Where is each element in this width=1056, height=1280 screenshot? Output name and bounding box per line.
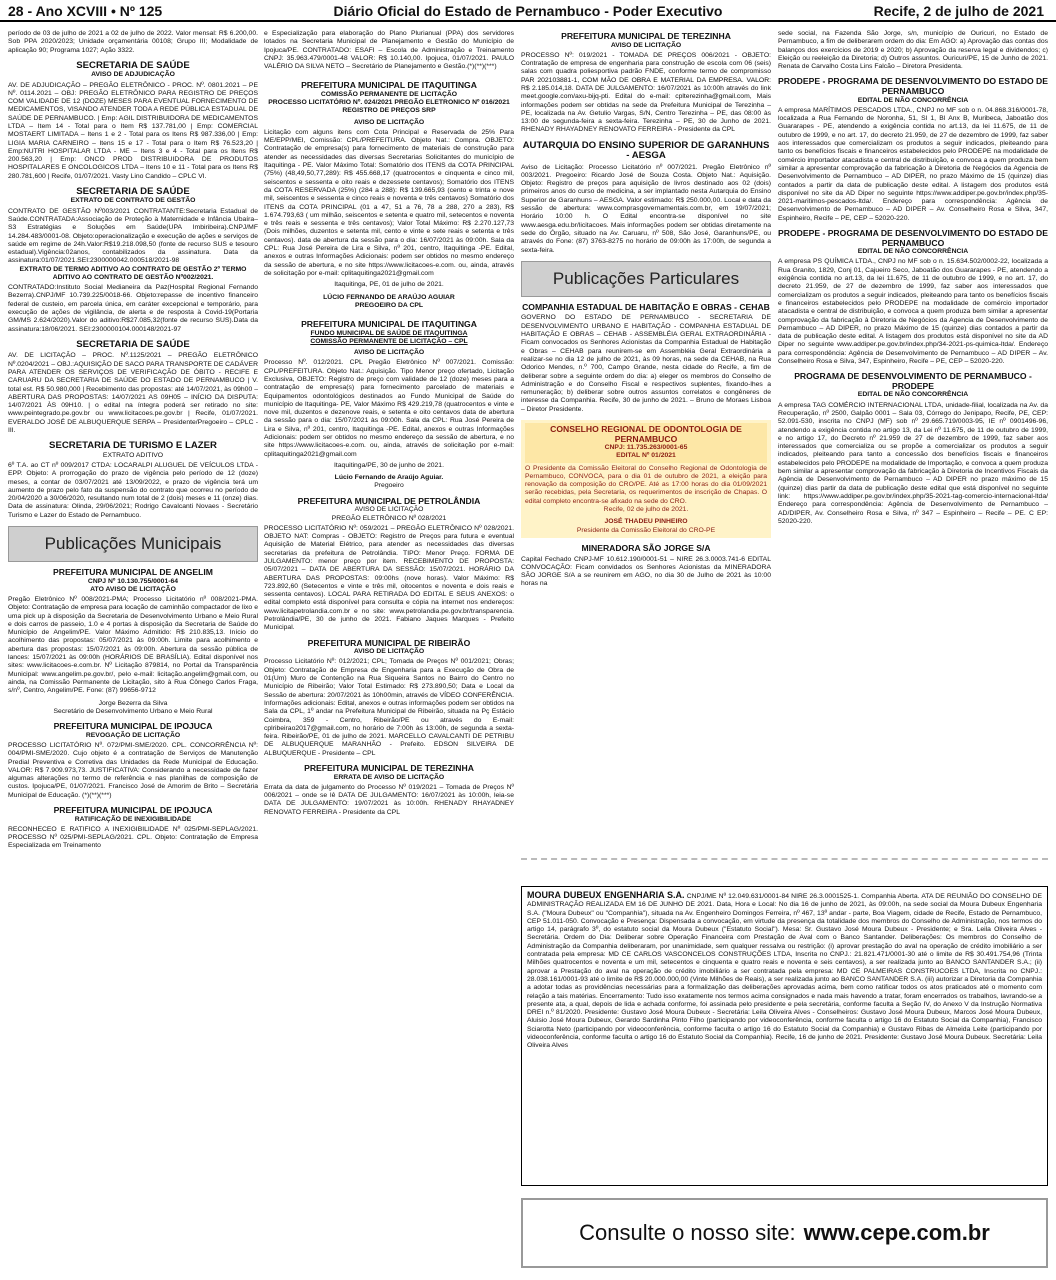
article-petrolandia: PREFEITURA MUNICIPAL DE PETROLÂNDIA AVISO DE LICITAÇÃO PREGÃO ELETRÔNICO Nº 028/2021 PROCESSO LICITATÓRIO Nº: 059/2021 – PREGÃO ELETRÔNICO Nº 028/2021. OBJETO NAT: Compras - OBJETO: Registro de Preços para futura e eventual Aquisição de Material Elétrico, para atender as necessidades das diversas secretarias da prefeitura de Petrolândia. TIPO: Menor Preço. FORMA DE JULGAMENTO: menor preço por item. RECEBIMENTO DE PROPOSTA: 05/07/2021 – DATA DE ABERTURA DA SESSÃO: 15/07/2021. HORÁRIO DA ABERTURA DAS PROPOSTAS: 09:00hs (nove horas). Valor Máximo: R$ 723.892,60 (Setecentos e vinte e três mil, oitocentos e noventa e dois reais e sessenta centavos). LOCAL PARA RETIRADA DO EDITAL E SEUS ANEXOS: o edital completo está disponível para consulta e cópia na internet nos endereços: www.licitapetrolandia.com.br e no site: www.petrolandia.pe.gov.br/transparencia. Petrolândia/PE, 30 de junho de 2021. Fabiano Jaques Marques - Prefeito Municipal. xyxy=(264,495,514,632)
signature: JOSÉ THADEU PINHEIRO Presidente da Comissão Eleitoral do CRO-PE xyxy=(576,518,716,534)
signature: Jorge Bezerra da Silva Secretário de Desenvolvimento Urbano e Meio Rural xyxy=(53,699,213,715)
section-band-municipais: Publicações Municipais xyxy=(8,526,258,562)
article-ipojuca-ratificacao: PREFEITURA MUNICIPAL DE IPOJUCA RATIFICAÇÃO DE INEXIGIBILIDADE RECONHECEO E RATIFICO A INEXIGIBILIDADE Nº 025/PMI-SEPLAG/2021. PROCESSO Nº 025/PMI-SEPLAG/2021. CPL. Objeto: Contratação de Empresa Especializada em Treinamento xyxy=(8,805,258,850)
publication-date: Recife, 2 de julho de 2021 xyxy=(873,3,1044,19)
article-itaquitinga-2: PREFEITURA MUNICIPAL DE ITAQUITINGA FUNDO MUNICIPAL DE SAÚDE DE ITAQUITINGA COMISSÃO PERMANENTE DE LICITAÇÃO – CPL AVISO DE LICITAÇÃO Processo Nº. 012/2021. CPL Pregão Eletrônico Nº 007/2021. Comissão: CPL/PREFEITURA. Objeto Nat.: Aquisição. Tipo Menor preço ofertado, Licitação Exclusiva, OBJETO: Registro de preço com validade de 12 (doze) meses para a contratação de empresa(s) para fornecimento parcelado de materiais e Equipamentos odontológicos destinados ao Fundo Municipal de Saúde do município de Itaquitinga- PE, Valor Máximo R$ 429.219,78 (quatrocentos e vinte e nove mil, duzentos e dezenove reais, e setenta e oito centavos data de abertura da sessão para o dia: 15/07/2021 às 09:00h. Sala da CPL: Rua José Pereira de Lira e Silva, nº 201, centro, Itaquitinga -PE. Edital, anexos e outras Informações Adicionais: podem ser obtidos no mesmo endereço da sessão de abertura, e no site https://www.licitacoes-e.com. ou, ainda, através de solicitação por e-mail: cplitaquitinga2021@gmail.com Itaquitinga/PE, 30 de junho de 2021. Lúcio Fernando de Araújo Aguiar. Pregoeiro xyxy=(264,319,514,490)
article-terezinha-errata: PREFEITURA MUNICIPAL DE TEREZINHA ERRATA DE AVISO DE LICITAÇÃO Errata da data de julgamento do Processo Nº 019/2021 – Tomada de Preços Nº 006/2021 – onde se lê DATA DE JULGAMENTO: 16/07/2021 às 10:00h, leia-se DATA DE JULGAMENTO: 19/07/2021 às 10:00h. RHENADY RHAYADNEY RENOVATO FERREIRA - Presidente da CPL xyxy=(264,763,514,816)
column-1 xyxy=(8,28,258,1276)
article-aesga: AUTARQUIA DO ENSINO SUPERIOR DE GARANHUNS - AESGA Aviso de Licitação: Processo Licitatório nº 007/2021. Pregão Eletrônico nº 003/2021. Pregoeiro: Ricardo José de Souza Costa. Objeto Nat.: Aquisição. Objeto: Registro de preços para aquisição de livros destinado aos 02 (dois) primeiros anos do curso de medicina, a ser implantado nesta Autarquia do Ensino Superior de Garanhuns – AESGA. Valor estimado: R$ 250.000,00. Local e data da sessão de abertura: www.comprasgovernamentais.com.br, em 19/07/2021; Horário 10:00 h. O Edital encontra-se disponível no site www.aesga.edu.br/licitacoes. Mais informações podem ser obtidas diretamente na sede do Órgão, situado na Av. Caruaru, nº 508, São José, Garanhuns/PE, ou através do Fone: (87) 3763-8275 no horário de 09:00h às 17:00h, de segunda a sexta-feira. xyxy=(521,139,771,254)
article-saude-contrato: SECRETARIA DE SAÚDE EXTRATO DE CONTRATO DE GESTÃO CONTRATO DE GESTÃO Nº003/2021 CONTRATANTE:Secretaria Estadual de Saúde.CONTRATADA:Associação de Proteção à Maternidade e Infância Ubaíra–S3 Estratégias e Soluções em Saúde(UPA Imbiribeira).CNPJ/MF 14.284.483/0001-08. Objeto:operacionalização e execução de ações e serviços de saúde em regime de 24h.Valor:R$19.218.098,50 (fonte de recurso SUS e tesouro estadual).Vigência:02anos, contabilizados da assinatura. Data da assinatura:01/07/2021.SEI:2300000042.000518/2021-98 EXTRATO DE TERMO ADITIVO AO CONTRATO DE GESTÃO 2º TERMO ADITIVO AO CONTRATO DE GESTÃO Nº002/2021. CONTRATADO:Instituto Social Medianeira da Paz(Hospital Regional Fernando Bezerra).CNPJ/MF 10.739.225/0018-66. Objeto:repasse de incentivo financeiro federal de custeio, em parcela única, em caráter excepcional e temporário, para execução de ações de vigilância, de alerta e de resposta à Covid-19(Portaria GM/MS 2.624/2020).Valor do aditivo:R$27.085,32(fonte de recurso SUS).Data da assinatura:18/06/2021. SEI:2300000104.000148/2021-97 xyxy=(8,186,258,333)
article-continuation: período de 03 de julho de 2021 a 02 de julho de 2022. Valor mensal: R$ 6.200,00. Sob PPA 2020/2023; Unidade orçamentária 00108; Grupo III; Modalidade de aplicação 90; Programa 1027; Ação 3322. xyxy=(8,30,258,54)
article-cro-pe: CONSELHO REGIONAL DE ODONTOLOGIA DE PERNAMBUCO CNPJ: 11.735.263/0001-65 EDITAL Nº 01/2021 O Presidente da Comissão Eleitoral do Conselho Regional de Odontologia de Pernambuco, CONVOCA, para o dia 01 de outubro de 2021, a eleição para renovação da composição do CRO/PE. Até as 17:00 horas do dia 01/09/2021 serão recebidas, pela Secretaria, os requerimentos de inscrição de Chapas. O edital completo encontra-se afixado na sede do CRO. Recife, 02 de julho de 2021. JOSÉ THADEU PINHEIRO Presidente da Comissão Eleitoral do CRO-PE xyxy=(521,420,771,538)
dashed-divider xyxy=(521,858,1048,860)
article-continuation: sede social, na Fazenda São Jorge, s/n, município de Ouricuri, no Estado de Pernambuco, a fim de deliberarem ordem do dia: Em AGO: a) Aprovação das contas dos balanços dos exercícios de 2019 e 2020; b) Aprovação da reserva legal e dividendos; c) Eleição ou reeleição da Diretoria; d) Outros assuntos. Ouricuri/PE, 15 de Junho de 2021. Renata de Carvalho Costa Lins Falcão – Diretora Presidenta. xyxy=(778,30,1048,71)
article-prodepe-1: PRODEPE - PROGRAMA DE DESENVOLVIMENTO DO ESTADO DE PERNAMBUCO EDITAL DE NÃO CONCORRÊNCIA A empresa MARÍTIMOS PESCADOS LTDA., CNPJ no MF sob o n. 04.868.316/0001-78, localizada a Rua Fernando de Noronha, 51, Sl 1, Bl Anx B, Muribeca, Jaboatão dos Guararapes - PE, atendendo a exigência contida no art.13, da lei 11.675, de 11 de outubro de 1999, e no art. 17, do decreto 21.959, de 27 de dezembro de 1999, faz saber aos interessados que comercializam os produtos a seguir indicados, pleiteando para tanto os benefícios fiscais e financeiros estabelecidos pelo PRODEPE na modalidade de comércio importador atacadista e central de distribuição, e convoca a quem produza bem similar a apresentar comprovação da fabricação à Diretoria de Negócios da Agencia de Desenvolvimento de Pernambuco – AD DIPER, no prazo Máximo de 15 (quinze) dias contados a partir da data de publicação deste edital. A listagem dos produtos está disponível no site da AD Diper no seguinte https://www.addiper.pe.gov.br/index.php/35-2021-maritimos-pescados-ltda/. Endereço para correspondência: Agência de Desenvolvimento de Pernambuco – AD DIPER – Av. Conselheiro Rosa e Silva, 347, Espinheiro, Recife – PE, CEP – 52020-220. xyxy=(778,76,1048,222)
article-turismo-lazer: SECRETARIA DE TURISMO E LAZER EXTRATO ADITIVO 6º T.A. ao CT nº 009/2017 CTDA: LOCARALPI ALUGUEL DE VEÍCULOS LTDA - EPP. Objeto: A prorrogação do prazo de vigência pelo período de 12 (doze) meses, a contar de 03/07/2021 até 13/09/2022, e prazo de vigência terá um aumento de prazo pelo fato da suspensão do contrato que ocorreu no período de 20/04/2020 a 30/06/2020, resultando num total de 2 (dois) meses e 11 (onze) dias. Data de assinatura: Olinda, 29/06/2021; Rodrigo Cavalcanti Novaes - Secretário Turismo e Lazer do Estado de Pernambuco. xyxy=(8,440,258,519)
article-terezinha: PREFEITURA MUNICIPAL DE TEREZINHA AVISO DE LICITAÇÃO PROCESSO Nº: 019/2021 - TOMADA DE PREÇOS 006/2021 - OBJETO: Contratação de empresa de engenharia para construção de escola com 06 (seis) salas com quadra poliesportiva padrão FNDE, conforme termo de compromisso PAR 202103881-1, COM MÃO DE OBRA E MATERIAL DA EMPRESA. VALOR: R$ 2.185.014,18. DATA DE JULGAMENTO: 16/07/2021 às 10:00h através do link meet.google.com/axu-bijq-pti. Edital do e-mail: cplterezinha@gmail.com, Mais informações podem ser obtidas na sede da Prefeitura Municipal de Terezinha – PE, localizada na Av. Getulio Vargas, S/N, Centro Terezinha – PE, das 08:00 às 13:00 de segunda-feira a sexta-feira. Terezinha – PE, 30 de Junho de 2021. RHENADY RHAYADNEY RENOVATO FERREIRA - Presidente da CPL xyxy=(521,31,771,134)
publication-title: Diário Oficial do Estado de Pernambuco - Poder Executivo xyxy=(333,3,723,19)
signature: LÚCIO FERNANDO DE ARAÚJO AGUIAR PREGOEIRO DA CPL xyxy=(323,293,455,309)
section-band-particulares: Publicações Particulares xyxy=(521,261,771,297)
article-moura-dubeux: MOURA DUBEUX ENGENHARIA S.A. CNPJ/ME Nº 12.049.631/0001-84 NIRE 26.3.0001525-1. Companhia Aberta. ATA DE REUNIÃO DO CONSELHO DE ADMINISTRAÇÃO REALIZADA EM 16 DE JUNHO DE 2021. Data, Hora e Local: No dia 16 de junho de 2021, às 09:00h, na sede social da Moura Dubeux Engenharia S.A. ("Moura Dubeux" ou "Companhia"), situada na Av. Engenheiro Domingos Ferreira, nº 467, 13º andar - parte, Boa Viagem, cidade de Recife, Estado de Pernambuco, CEP 51.011-050. Convocação e Presença: Dispensada a convocação, em virtude da presença da totalidade dos membros do Conselho de Administração, nos termos do artigo 14, parágrafo 3º, do estatuto social da Moura Dubeux ("Estatuto Social"). Mesa: Sr. Gustavo José Moura Dubeux - Presidente; e Sra. Leila Oliveira Alves - Secretária. Ordem do Dia: Deliberar sobre Operação Financeira com Prestação de Aval com o Banco Santander. Deliberações: Os membros do Conselho de Administração da Companhia deliberaram, por unanimidade, sem qualquer ressalva ou restrição: (i) aprovar prestação do aval na operação de crédito imobiliário a ser contratada pela empresa: MD CE CARLOS VASCONCELOS CONSTRUÇÕES LTDA, Inscrita no CNPJ.: 21.821.471/0001-30 até o limite de R$ 30.491.754,96 (Trinta Milhões quatrocentos e noventa e um mil, setecentos e cinquenta e quatro reais e noventa e seis centavos), a ser realizada junto ao BANCO SANTANDER S.A.; (ii) aprovar a Prestação do aval na operação de crédito imobiliário a ser contratada pela empresa: MD CE PALMEIRAS CONSTRUCOES LTDA, Inscrita no CNPJ.: 28.038.161/0001-93 até o limite de R$ 20.000.000,00 (Vinte Milhões de Reais), a ser realizada junto ao BANCO SANTANDER S.A. (iii) autorizar a Diretoria da Companhia a adotar todas as providências necessárias para a formalização das deliberações aprovadas acima, bem como ratificar todos os atos praticados até o momento com relação a tais matérias. Encerramento: Tudo isso exatamente nos termos acima consignados e nada mais havendo a tratar, foram encerrados os trabalhos, lavrando-se a presente ata, a qual, depois de lida e achada conforme, foi assinada pelo presidente e pela secretária, conforme faculta a Seção IV, do Anexo V da Instrução Normativa DREI n.º 81/2020. Presidente: Gustavo José Moura Dubeux - Secretária: Leila Oliveira Alves - Conselheiros: Gustavo José Moura Dubeux, Marcos José Moura Dubeux, Aluisio José Moura Dubeux, Gerardo Sardinha Pinto Filho (participando por videoconferência, conforme faculta o artigo 16 do Estatuto Social da Companhia), Francisco Sciarotta Neto (participando por videoconferência, conforme faculta o artigo 16 do Estatuto Social da Companhia) e Gustavo Ribas de Almeida Leite (participando por videoconferência, conforme faculta o artigo 16 do Estatuto Social da Companhia). Recife, 16 de junho de 2021. Presidente: Gustavo José Moura Dubeux. Secretária: Leila Oliveira Alves xyxy=(521,886,1048,1186)
column-2 xyxy=(264,28,514,1276)
column-4 xyxy=(778,28,1048,848)
article-prodepe-2: PRODEPE - PROGRAMA DE DESENVOLVIMENTO DO ESTADO DE PERNAMBUCO EDITAL DE NÃO CONCORRÊNCIA A empresa PS QUÍMICA LTDA., CNPJ no MF sob o n. 15.634.502/0002-22, localizada a Rua Granito, 1829, Conj 01, Cajueiro Seco, Jaboatão dos Guararapes - PE, atendendo a exigência contida no art.13, da lei 11.675, de 11 de outubro de 1999, e no art. 17, do decreto 21.959, de 27 de dezembro de 1999, faz saber aos interessados que comercializam os produtos a seguir indicados, pleiteando para tanto os benefícios fiscais e financeiros estabelecidos pelo PRODEPE na modalidade de comércio importador atacadista e central de distribuição, e convoca a quem produza bem similar a apresentar comprovação da fabricação à Diretoria de Negócios da Agencia de Desenvolvimento de Pernambuco – AD DIPER, no prazo Máximo de 15 (quinze) dias contados a partir da data de publicação deste edital. A listagem dos produtos está disponível no site da AD Diper no seguinte www.addiper.pe.gov.br/index.php/34-2021-ps-quimica-ltda/. Endereço para correspondência: Agência de Desenvolvimento de Pernambuco – AD DIPER – Av. Conselheiro Rosa e Silva, 347, Espinheiro, Recife – PE, CEP – 52020-220. xyxy=(778,228,1048,365)
column-3 xyxy=(521,28,771,848)
article-cehab: COMPANHIA ESTADUAL DE HABITAÇÃO E OBRAS - CEHAB GOVERNO DO ESTADO DE PERNAMBUCO - SECRETARIA DE DESENVOLVIMENTO URBANO E HABITAÇÃO - COMPANHIA ESTADUAL DE HABITAÇÃO E OBRAS – CEHAB - ASSEMBLÉIA GERAL EXTRAORDINÁRIA - Ficam convocados os Senhores Acionistas da Companhia Estadual de Habitação e Obras – CEHAB para reunirem-se em Assembléia Geral Extraordinária a realizar-se no dia 12 de julho de 2021, às 09 horas, na sede da CEHAB, na Rua Odorico Mendes, n.º 700, Campo Grande, nesta cidade do Recife, a fim de deliberar sobre a seguinte ordem do dia: a) eleger os membros do Conselho de Administração e do Conselho Fiscal e respectivos suplentes, fixando-lhes a remuneração; b) deliberar sobre outros assuntos correlatos e congêneres de interesse da Companhia. Recife, 30 de junho de 2021. – Bruno de Moraes Lisboa – Diretor Presidente. xyxy=(521,301,771,413)
website-callout xyxy=(521,1198,1048,1268)
article-ribeirao: PREFEITURA MUNICIPAL DE RIBEIRÃO AVISO DE LICITAÇÃO Processo Licitatório Nº: 012/2021; CPL; Tomada de Preços Nº 001/2021; Obras; Objeto: Contratação de Empresa de Engenharia para a Execução de Obra de 01(Um) Muro de Contenção na Rua Siqueira Santos no Bairro do Centro no Município de Ribeirão; Valor Total Estimado: R$ 273.890,50; Data e Local da Sessão de abertura: 20/07/2021 às 10h00min, através de VÍDEO CONFERÊNCIA. Informações adicionais: Edital, anexos e outras informações podem ser obtidos na Sala da CPL, 1º andar na Prefeitura Municipal de Ribeirão, situada na Pç Estácio Coimbra, 359 - Centro, Ribeirão/PE ou através do E-mail: cplribeirao2017@gmail.com, no horário de 7:00h às 13:00h, de segunda a sexta-feira. Ribeirão/PE, 01 de julho de 2021. MARCELLO CAVALCANTI DE PETRIBU DE ALBUQUERQUE MARANHÃO - Prefeito. EDSON SILVEIRA DE ALBUQUERQUE - Presidente – CPL xyxy=(264,637,514,757)
article-ipojuca-revogacao: PREFEITURA MUNICIPAL DE IPOJUCA REVOGAÇÃO DE LICITAÇÃO PROCESSO LICITATÓRIO Nº. 072/PMI-SME/2020. CPL. CONCORRÊNCIA Nº: 004/PMI-SME/2020. Cujo objeto é a contratação de Serviços de Manutenção Predial Preventiva e Corretiva das Unidades da Rede Municipal de Educação. VALOR: R$ 7.909.973,73. JUSTIFICATIVA: Considerando a necessidade de fazer algumas alterações no termo de referência e nas planilhas de composição de custos. Ipojuca/PE, 01/07/2021. Francisco José de Amorim de Brito – Secretária Municipal de Educação. (*)(**)(***) xyxy=(8,721,258,799)
company-title: MOURA DUBEUX ENGENHARIA S.A. xyxy=(527,890,685,900)
website-label: Consulte o nosso site: xyxy=(579,1220,796,1245)
article-saude-licitacao: SECRETARIA DE SAÚDE AV. DE LICITAÇÃO – PROC. Nº.1125/2021 – PREGÃO ELETRÔNICO Nº.0204/2021 – OBJ.:AQUISIÇÃO DE SACO PARA TRANSPORTE DE CADÁVER PARA ATENDER OS SERVIÇOS DE VERIFICAÇÃO DE ÓBITO - RECIFE E CARUARU DA SECRETARIA DE SAÚDE DO ESTADO DE PERNAMBUCO | V. total est. R$ 50.980,000 | Recebimento das propostas: até 14/07/2021, às 09h00 – ABERTURA DAS PROPOSTAS: 14/07/2021 AS 09H05 – INÍCIO DA DISPUTA: 14/07/2021 ÀS 09H10. | o edital na íntegra poderá ser retirado no site: www.peintegrado.pe.gov.br ou www.licitacoes.pe.gov.br | Recife, 01/07/2021. EVERALDO JOSÉ DE ALBUQUERQUE SERPA – Presidente/Pregoeiro – CPLC - III. xyxy=(8,338,258,435)
website-link[interactable]: www.cepe.com.br xyxy=(803,1220,990,1245)
article-continuation: e Especialização para elaboração do Plano Plurianual (PPA) dos servidores lotados na Secretaria Municipal de Planejamento e Gestão do Município de Ipojuca/PE. CONTRATADO: ESAFI – Escola de Administração e Treinamento CNPJ: 35.963.479/0001-48 VALOR: R$ 10.140,00. Ipojuca, 01/07/2021. PAULO VALÉRIO DA SILVA NETO – Secretário de Planejamento e Gestão.(*)(**)(***) xyxy=(264,30,514,71)
signature: Lúcio Fernando de Araújo Aguiar. Pregoeiro xyxy=(334,474,444,490)
article-itaquitinga-1: PREFEITURA MUNICIPAL DE ITAQUITINGA COMISSÃO PERMANENTE DE LICITAÇÃO PROCESSO LICITATÓRIO Nº. 024/2021 PREGÃO ELETRONICO Nº 016/2021 REGISTRO DE PREÇOS SRP AVISO DE LICITAÇÃO Licitação com alguns itens com Cota Principal e Reservada de 25% Para ME/EPP/MEI, Comissão: CPL/PREFEITURA. Objeto Nat.: Compra. OBJETO: Contratação de empresa(s) para fornecimento de materiais de construção para atender as necessidades das diversas Secretarias Solicitantes do município de Itaquitinga - PE. Valor Máximo Total: Somatório dos ITENS da COTA PRINCIPAL (75%) (48,49,50,77,289): R$ 455.668,17 (quatrocentos e cinquenta e cinco mil, seiscentos e sessenta e oito reais e dezessete centavos); Somatório dos ITENS da COTA RESERVADA (25%) (284 a 288): R$ 139.665,93 (cento e trinta e nove mil, seiscentos e sessenta e cinco reais e noventa e três centavos) Somatório dos ITENS da COTA PRINCIPAL (01 a 47, 51 a 76, 78 a 288, 270 a 283), R$ 1.674.793,63 ( um milhão, seiscentos e setenta e quatro mil, setecentos e noventa e três reais e sessenta e três centavos); Valor Total Máximo: R$ 2.270.127,73 (Dois milhões, duzentos e setenta mil, cento e vinte e sete reais e setenta e três centavos). data de abertura da sessão para o dia: 16/07/2021 às 09:00h. Sala da CPL: Rua José Pereira de Lira e Silva, nº 201, centro, Itaquitinga -PE. Edital, anexos e outras Informações Adicionais: podem ser obtidos no mesmo endereço da sessão de abertura, e no site https://www.licitacoes-e.com. ou, ainda, através de solicitação por e-mail: cplitaquitinga2021@gmail.com Itaquitinga, PE, 01 de julho de 2021. LÚCIO FERNANDO DE ARAÚJO AGUIAR PREGOEIRO DA CPL xyxy=(264,80,514,309)
issue-number: 28 - Ano XCVIII • Nº 125 xyxy=(8,3,163,19)
article-angelim: PREFEITURA MUNICIPAL DE ANGELIM CNPJ Nº 10.130.755/0001-64 ATO AVISO DE LICITAÇÃO Pregão Eletrônico Nº 008/2021-PMA; Processo Licitatório nº 008/2021-PMA. Objeto: Contratação de empresa para locação de caminhão compactador de lixo e uma pick up à disposição da Secretaria de Desenvolvimento Urbano e Meio Rural e dois carros de passeio, 1.0 e 4 portas à disposição da Secretaria de Saúde do Município de Angelim/PE. Valor Máximo Admitido: R$ 210.835,13. Início do acolhimento das propostas: 05/07/2021 às 09:00h. Limite para acolhimento e abertura das propostas: 15/07/2021 às 09:00h. Abertura da sessão pública de lances: 15/07/2021 às 09:00h (HORÁRIOS DE BRASÍLIA). Edital disponível nos sites: www.licitacoes-e.com.br. Nº Licitação 879814, no Portal da Transparência Municipal: www.angelim.pe.gov.br/, pelo e-mail: licitação.angelim@gmail.com, ou ainda, na Comissão Permanente de Licitação, sito à Rua Cônego Carlos Fraga, s/nº, Centro, Angelim/PE. Fone: (87) 99656-9712 Jorge Bezerra da Silva Secretário de Desenvolvimento Urbano e Meio Rural xyxy=(8,567,258,715)
article-prodepe-3: PROGRAMA DE DESENVOLVIMENTO DE PERNAMBUCO - PRODEPE EDITAL DE NÃO CONCORRÊNCIA A empresa TAG COMÉRCIO INTERNACIONAL LTDA, unidade-filial, localizada na Av. da Recuperação, nº 2500, Galpão 0001 – Sala 03, Córrego do Jenipapo, Recife, PE, CEP: 52.091-530, inscrita no CNPJ (MF) sob nº 29.665.719/0003-95, IE nº 0901496-96, atendendo a exigência contida no artigo 13, da Lei nº 11.675, de 11 de outubro de 1999, e no artigo 17, do Decreto nº 21.959 de 27 de dezembro de 1999, faz saber aos interessados que comercializa ou se propõe a comercializar os produtos a seguir indicados, pleiteando para tanto a concessão dos benefícios fiscais e financeiros estabelecidos pelo PRODEPE na modalidade de Importação, e convoca a quem produza bem similar a apresentar comprovação da fabricação à Diretoria de Incentivos Fiscais da Agência de Desenvolvimento de Pernambuco – AD DIPER no prazo máximo de 15 (quinze) dias partir da data de publicação deste edital que está disponível no seguinte link: https://www.addiper.pe.gov.br/index.php/35-2021-tag-comercio-internacional-ltda/ Endereço para correspondência: Agência de Desenvolvimento de Pernambuco – AD/DIPER, Av. Conselheiro Rosa e Silva, nº 347 – Espinheiro – Recife – PE. C EP: 52020-220. xyxy=(778,371,1048,525)
article-saude-adjudicacao: SECRETARIA DE SAÚDE AVISO DE ADJUDICAÇÃO AV. DE ADJUDICAÇÃO – PREGÃO ELETRÔNICO - PROC. Nº. 0801.2021 – PE Nº. 0114.2021 – OBJ: PREGÃO ELETRÔNICO PARA REGISTRO DE PREÇOS COM VALIDADE DE 12 (DOZE) MESES PARA EVENTUAL FORNECIMENTO DE MEDICAMENTOS, VISANDO ATENDER TODA A REDE PÚBLICA ESTADUAL DE SAÚDE DE PERNAMBUCO. | Emp: AGIL DISTRIBUIDORA DE MEDICAMENTOS LTDA – Item 14 - Total para o Item R$ 137.781,00 | Emp: COMERCIAL MOSTAERT LIMITADA – Itens 1 e 2 - Total para os Itens R$ 987.336,00 | Emp: LIGIA MARIA CARNEIRO – Itens 15 e 17 - Total para o Item R$ 76.523,20 | Emp:NUTRI HOSPITALAR LTDA - ME – Itens 3 e 4 - Total para os Itens R$ 200.563,20 | Emp: ONCO PROD DISTRIBUIDORA DE PRODUTOS HOSPITALARES E ONCOLOGICOS LTDA – Itens 10 e 11 - Total para os Itens R$ 280.781,600 | Recife, 01/07/2021. Vasty Lino Candido – CPLC VI. xyxy=(8,59,258,180)
page-header xyxy=(0,0,1056,22)
article-mineradora: MINERADORA SÃO JORGE S/A Capital Fechado CNPJ-MF 10.612.190/0001-51 – NIRE 26.3.0003.741-6 EDITAL CONVOCAÇÃO: Ficam convidados os Senhores Acionistas da MINERADORA SÃO JORGE S/A a se reunirem em AGO, no dia 30 de Julho de 2021 às 10:00 horas na xyxy=(521,542,771,588)
